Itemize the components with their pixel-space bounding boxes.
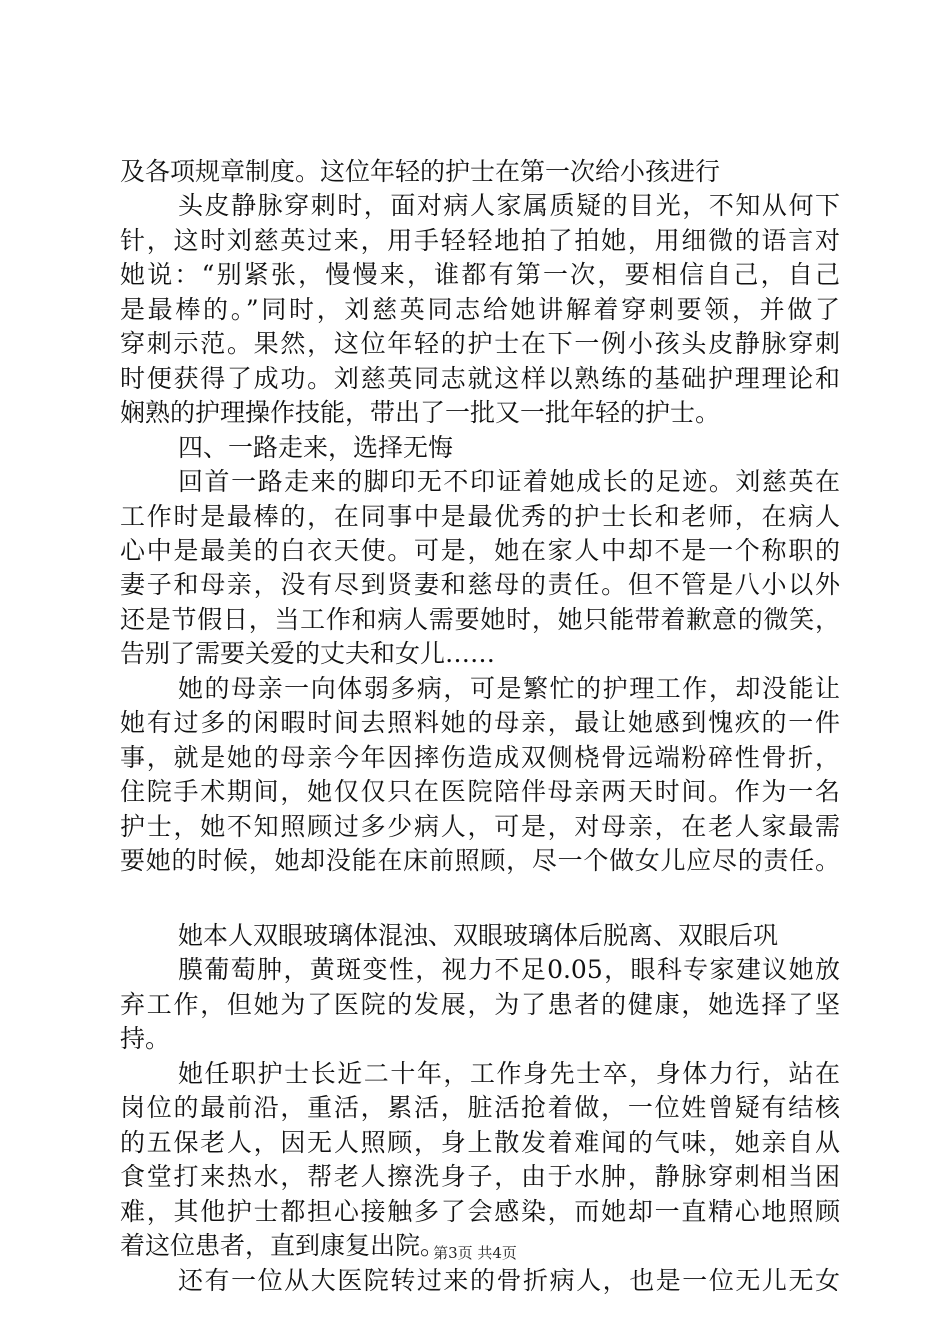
text-line: 头皮静脉穿刺时，面对病人家属质疑的目光，不知从何下 xyxy=(178,191,840,221)
text-line: 四、一路走来，选择无悔 xyxy=(178,432,454,462)
text-line: 她说：“别紧张，慢慢来，谁都有第一次，要相信自己，自己 xyxy=(120,260,840,290)
text-line: 心中是最美的白衣天使。可是，她在家人中却不是一个称职的 xyxy=(120,535,840,565)
text-line: 她有过多的闲暇时间去照料她的母亲，最让她感到愧疚的一件 xyxy=(120,708,840,738)
text-line: 告别了需要关爱的丈夫和女儿…… xyxy=(120,639,496,669)
text-line: 食堂打来热水，帮老人擦洗身子，由于水肿，静脉穿刺相当困 xyxy=(120,1162,840,1192)
text-line: 她本人双眼玻璃体混浊、双眼玻璃体后脱离、双眼后巩 xyxy=(178,921,779,950)
text-line: 工作时是最棒的，在同事中是最优秀的护士长和老师，在病人 xyxy=(120,501,840,531)
text-line: 她任职护士长近二十年，工作身先士卒，身体力行，站在 xyxy=(178,1058,840,1088)
text-line: 针，这时刘慈英过来，用手轻轻地拍了拍她，用细微的语言对 xyxy=(120,225,840,255)
text-line: 妻子和母亲，没有尽到贤妻和慈母的责任。但不管是八小以外 xyxy=(120,570,840,600)
text-line: 穿刺示范。果然，这位年轻的护士在下一例小孩头皮静脉穿刺 xyxy=(120,329,840,359)
text-line: 还有一位从大医院转过来的骨折病人，也是一位无儿无女 xyxy=(178,1265,840,1295)
text-line: 难，其他护士都担心接触多了会感染，而她却一直精心地照顾 xyxy=(120,1196,840,1226)
text-line: 事，就是她的母亲今年因摔伤造成双侧桡骨远端粉碎性骨折， xyxy=(120,742,840,772)
text-line: 时便获得了成功。刘慈英同志就这样以熟练的基础护理理论和 xyxy=(120,363,840,393)
text-line: 岗位的最前沿，重活，累活，脏活抢着做，一位姓曾疑有结核 xyxy=(120,1093,840,1123)
text-line: 是最棒的。”同时，刘慈英同志给她讲解着穿刺要领，并做了 xyxy=(120,294,840,324)
text-line: 要她的时候，她却没能在床前照顾，尽一个做女儿应尽的责任。 xyxy=(120,846,840,875)
text-line: 她的母亲一向体弱多病，可是繁忙的护理工作，却没能让 xyxy=(178,673,840,703)
text-line: 着这位患者，直到康复出院。 xyxy=(120,1231,446,1261)
text-line: 护士，她不知照顾过多少病人，可是，对母亲，在老人家最需 xyxy=(120,811,840,841)
text-line: 弃工作，但她为了医院的发展，为了患者的健康，她选择了坚 xyxy=(120,989,840,1019)
text-line: 的五保老人，因无人照顾，身上散发着难闻的气味，她亲自从 xyxy=(120,1127,840,1157)
page-footer: 第3页 共4页 xyxy=(433,1244,517,1262)
text-line: 娴熟的护理操作技能，带出了一批又一批年轻的护士。 xyxy=(120,398,721,428)
text-line: 及各项规章制度。这位年轻的护士在第一次给小孩进行 xyxy=(120,157,721,186)
text-line: 住院手术期间，她仅仅只在医院陪伴母亲两天时间。作为一名 xyxy=(120,777,840,807)
text-line: 膜葡萄肿，黄斑变性，视力不足0.05，眼科专家建议她放 xyxy=(178,955,840,985)
text-line: 持。 xyxy=(120,1024,171,1054)
text-line: 还是节假日，当工作和病人需要她时，她只能带着歉意的微笑， xyxy=(120,604,840,634)
text-line: 回首一路走来的脚印无不印证着她成长的足迹。刘慈英在 xyxy=(178,467,840,497)
